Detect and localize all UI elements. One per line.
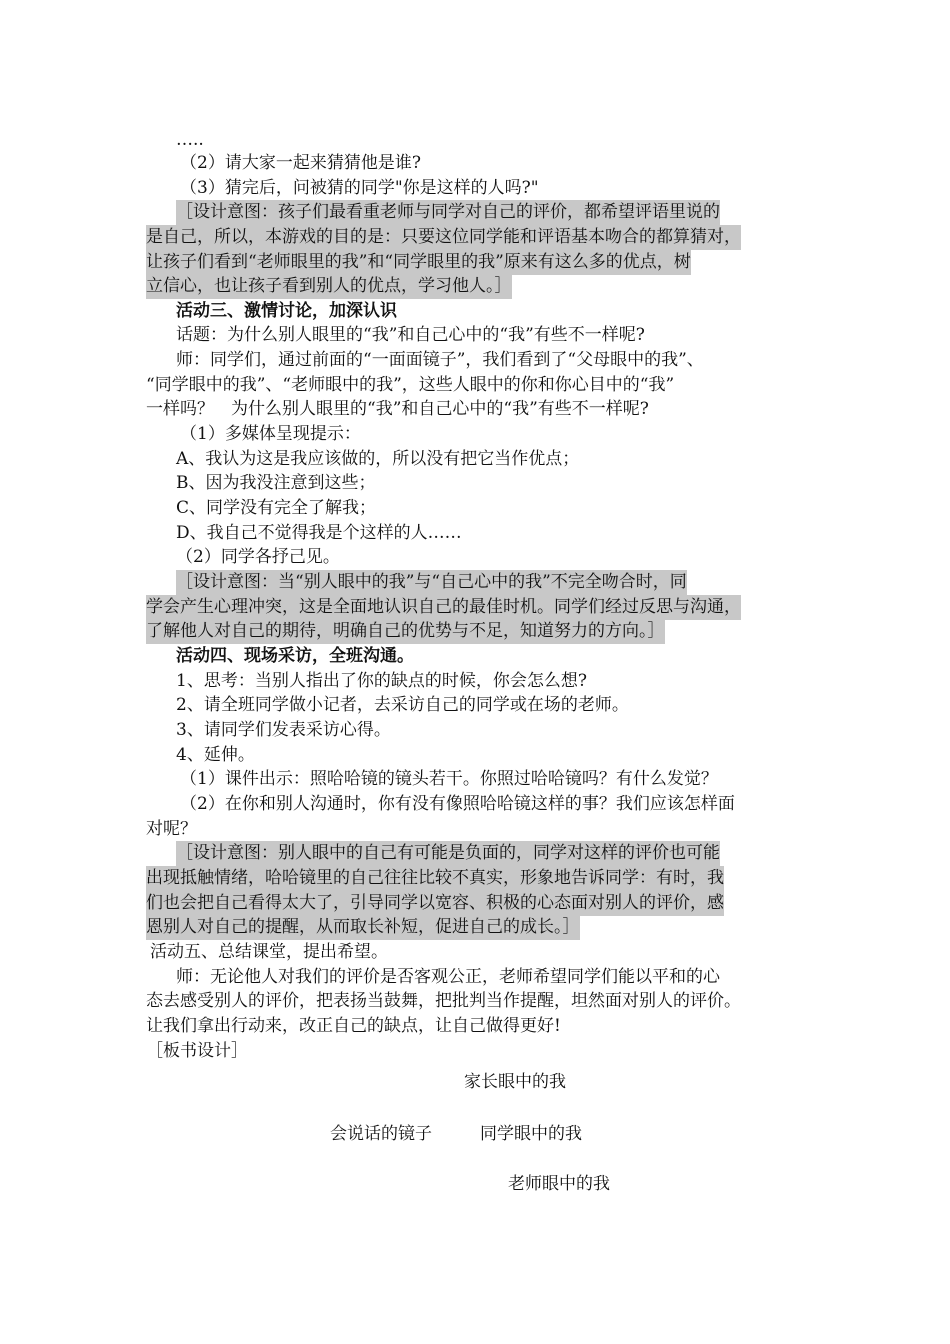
text-line: 一样吗？ 为什么别人眼里的“我”和自己心中的“我”有些不一样呢? [146,399,649,419]
text-line: 话题：为什么别人眼里的“我”和自己心中的“我”有些不一样呢? [176,325,645,345]
section-heading-activity-5: 活动五、总结课堂，提出希望。 [150,942,388,962]
text-line-ellipsis: ….. [176,130,204,150]
board-parent-eyes: 家长眼中的我 [464,1072,566,1092]
list-item: 4、延伸。 [176,745,255,765]
board-design-heading: ［板书设计］ [146,1041,248,1061]
text-line: （3）猜完后，问被猜的同学"你是这样的人吗?" [180,178,539,198]
design-intent-line: 让孩子们看到“老师眼里的我”和“同学眼里的我”原来有这么多的优点，树 [146,250,691,275]
list-item: D、我自己不觉得我是个这样的人…… [176,523,462,543]
board-mirror-title: 会说话的镜子 [330,1124,432,1144]
list-item: B、因为我没注意到这些； [176,473,376,493]
design-intent-line: 是自己，所以，本游戏的目的是：只要这位同学能和评语基本吻合的都算猜对， [146,225,741,250]
design-intent-line: 出现抵触情绪，哈哈镜里的自己往往比较不真实，形象地告诉同学：有时，我 [146,866,724,891]
design-intent-line: ［设计意图：别人眼中的自己有可能是负面的，同学对这样的评价也可能 [176,841,720,866]
text-line: （1）多媒体呈现提示： [180,424,361,444]
section-heading-activity-4: 活动四、现场采访，全班沟通。 [176,646,414,666]
text-line: （2）在你和别人沟通时，你有没有像照哈哈镜这样的事？我们应该怎样面 [180,794,735,814]
board-teacher-eyes: 老师眼中的我 [508,1174,610,1194]
design-intent-line: 立信心，也让孩子看到别人的优点，学习他人。］ [146,274,512,299]
text-line: 对呢？ [146,819,197,839]
list-item: C、同学没有完全了解我； [176,498,377,518]
section-heading-activity-3: 活动三、激情讨论，加深认识 [176,301,397,321]
design-intent-line: 学会产生心理冲突，这是全面地认识自己的最佳时机。同学们经过反思与沟通， [146,595,741,620]
list-item: A、我认为这是我应该做的，所以没有把它当作优点； [176,449,580,469]
design-intent-line: ［设计意图：当“别人眼中的我”与“自己心中的我”不完全吻合时，同 [176,570,687,595]
text-line: “同学眼中的我”、“老师眼中的我”，这些人眼中的你和你心目中的“我” [146,375,675,395]
text-line: （1）课件出示：照哈哈镜的镜头若干。你照过哈哈镜吗？有什么发觉？ [180,769,718,789]
design-intent-line: ［设计意图：孩子们最看重老师与同学对自己的评价，都希望评语里说的 [176,200,720,225]
design-intent-line: 们也会把自己看得太大了，引导同学以宽容、积极的心态面对别人的评价，感 [146,891,724,916]
text-line: 让我们拿出行动来，改正自己的缺点，让自己做得更好! [146,1016,561,1036]
text-line: 师：同学们，通过前面的“一面面镜子”，我们看到了“父母眼中的我”、 [176,350,704,370]
text-line: （2）同学各抒己见。 [176,547,340,567]
board-classmate-eyes: 同学眼中的我 [480,1124,582,1144]
list-item: 2、请全班同学做小记者，去采访自己的同学或在场的老师。 [176,695,629,715]
text-line: （2）请大家一起来猜猜他是谁? [180,153,421,173]
list-item: 1、思考：当别人指出了你的缺点的时候，你会怎么想? [176,671,587,691]
list-item: 3、请同学们发表采访心得。 [176,720,391,740]
design-intent-line: 了解他人对自己的期待，明确自己的优势与不足，知道努力的方向。］ [146,619,665,644]
design-intent-line: 恩别人对自己的提醒，从而取长补短，促进自己的成长。］ [146,915,580,940]
text-line: 态去感受别人的评价，把表扬当鼓舞，把批判当作提醒，坦然面对别人的评价。 [146,991,741,1011]
text-line: 师：无论他人对我们的评价是否客观公正，老师希望同学们能以平和的心 [176,967,720,987]
